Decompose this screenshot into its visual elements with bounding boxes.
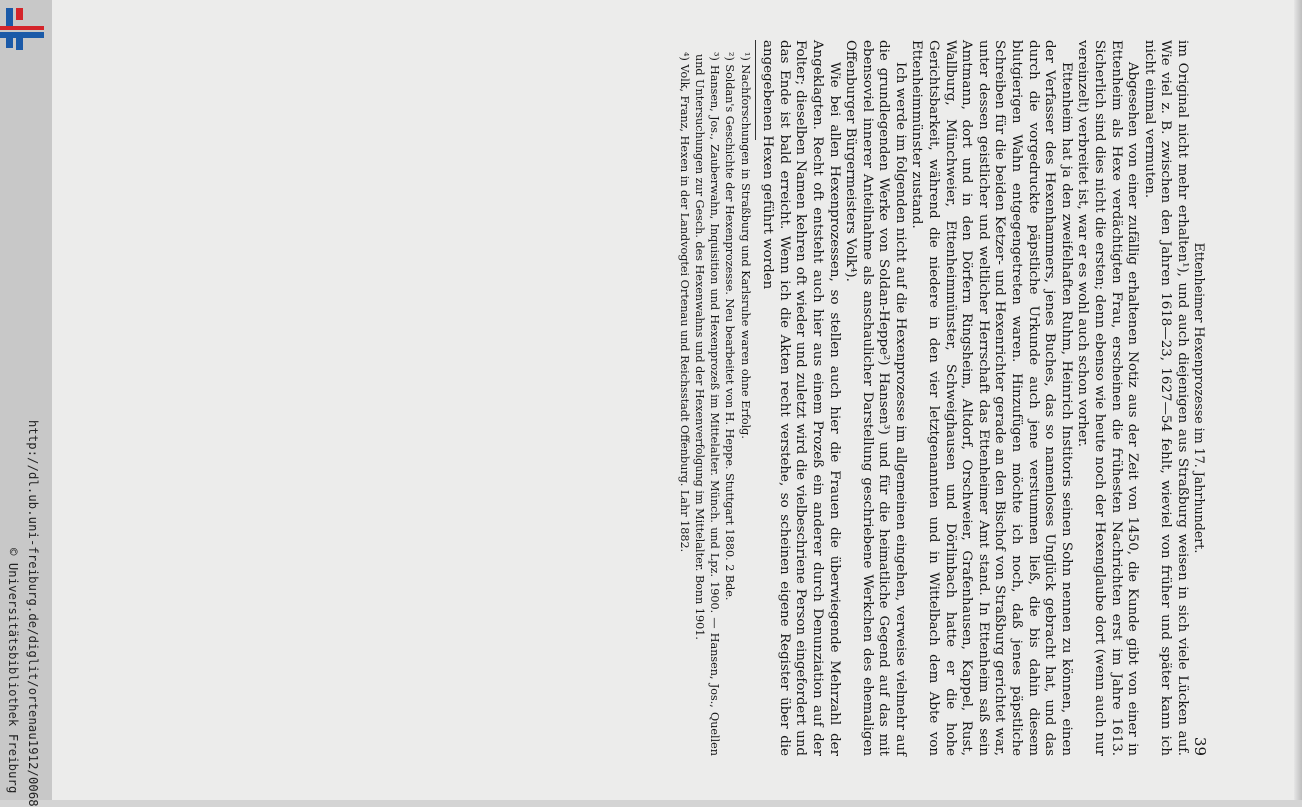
paragraph: im Original nicht mehr erhalten¹), und auch diejenigen aus Straßburg weisen in sich viele Lücken auf. Wie viel z. B. zwischen den Jahren 1618—23, 1627—54 fehlt, wieviel von früher und später kann ich nicht einmal vermuten. bbox=[1141, 40, 1190, 756]
viewer-margin bbox=[0, 0, 52, 807]
footnote: ⁴) Volk, Franz, Hexen in der Landvogtei Ortenau und Reichsstadt Offenburg. Lahr 1882. bbox=[678, 52, 692, 553]
paragraph: Abgesehen von einer zufällig erhaltenen Notiz aus der Zeit von 1450, die Kunde gibt von einer in Ettenheim als Hexe verdächtigten Frau, erscheinen die frühesten Nachrichten erst im Jahre 1613. Sicherlich sind dies nicht die ersten; denn ebenso wie heute noch der Hexenglaube dort (wenn auch nur vereinzelt) verbreitet ist, war er es wohl auch schon vorher. bbox=[1075, 40, 1141, 756]
footnote: ³) Hansen, Jos., Zauberwahn, Inquisition und Hexenprozeß im Mittelalter. Münch. und Lpz. 1900. — Hansen, Jos., Quellen und Untersuchungen zur Gesch. des Hexenwahns und der Hexenverfolgung im Mittelalter. Bonn 1901. bbox=[693, 52, 722, 756]
footnote: ²) Soldan's Geschichte der Hexenprozesse. Neu bearbeitet von H. Heppe. Stuttgart 1880. 2 Bde. bbox=[723, 52, 737, 601]
page-header bbox=[1190, 40, 1207, 756]
footnote: ¹) Nachforschungen in Straßburg und Karlsruhe waren ohne Erfolg. bbox=[738, 52, 752, 439]
page-number: 39 bbox=[1191, 736, 1209, 756]
paragraph: Ich werde im folgenden nicht auf die Hexenprozesse im allgemeinen eingehen, verweise vielmehr auf die grundlegenden Werke von Soldan-Heppe²) Hansen³) und für die heimatliche Gegend auf das mit ebensoviel innerer Anteilnahme als anschaulicher Darstellung geschriebene Werkchen des ehemaligen Offenburger Bürgermeisters Volk⁴). bbox=[843, 40, 908, 756]
page-content bbox=[677, 40, 1207, 756]
running-title: Ettenheimer Hexenprozesse im 17. Jahrhundert. bbox=[1192, 242, 1207, 554]
source-url[interactable]: http://dl.ub.uni-freiburg.de/diglit/ortenau1912/0068 bbox=[26, 420, 40, 807]
library-logo-icon bbox=[0, 6, 44, 50]
copyright-notice: © Universitätsbibliothek Freiburg bbox=[6, 548, 20, 794]
paragraph: Wie bei allen Hexenprozessen, so stellen auch hier die Frauen die überwiegende Mehrzahl der Angeklagten. Recht oft entsteht auch hier aus einem Prozeß ein anderer durch Denunziation auf der Folter; dieselben Namen kehren oft wieder und zuletzt wird die vielbeschriene Person eingefordert und das Ende ist bald erreicht. Wenn ich die Akten recht verstehe, so scheinen eigene Register über die angegebenen Hexen geführt worden bbox=[760, 40, 842, 756]
footnote-separator bbox=[755, 40, 756, 140]
paragraph: Ettenheim hat ja den zweifelhaften Ruhm, Heinrich Institoris seinen Sohn nennen zu können, einen der Verfasser des Hexenhammers, jenes Buches, das so namenloses Unglück gebracht hat, und das durch die vorgedruckte päpstliche Urkunde auch jene verstummen ließ, die bis dahin diesem blutgierigen Wahn entgegengetreten waren. Hinzufügen möchte ich noch, daß jenes päpstliche Schreiben für die beiden Ketzer- und Hexenrichter gerade an den Bischof von Straßburg gerichtet war, unter dessen geistlicher und weltlicher Herrschaft das Ettenheimer Amt stand. In Ettenheim saß sein Amtmann, dort und in den Dörfern Ringsheim, Altdorf, Orschweier, Grafenhausen, Kappel, Rust, Wallburg, Münchweier, Ettenheimmünster, Schweighausen und Dörlinbach hatte er die hohe Gerichtsbarkeit, während die niedere in den vier letztgenannten und in Wittelbach dem Abte von Ettenheimmünster zustand. bbox=[909, 40, 1074, 756]
